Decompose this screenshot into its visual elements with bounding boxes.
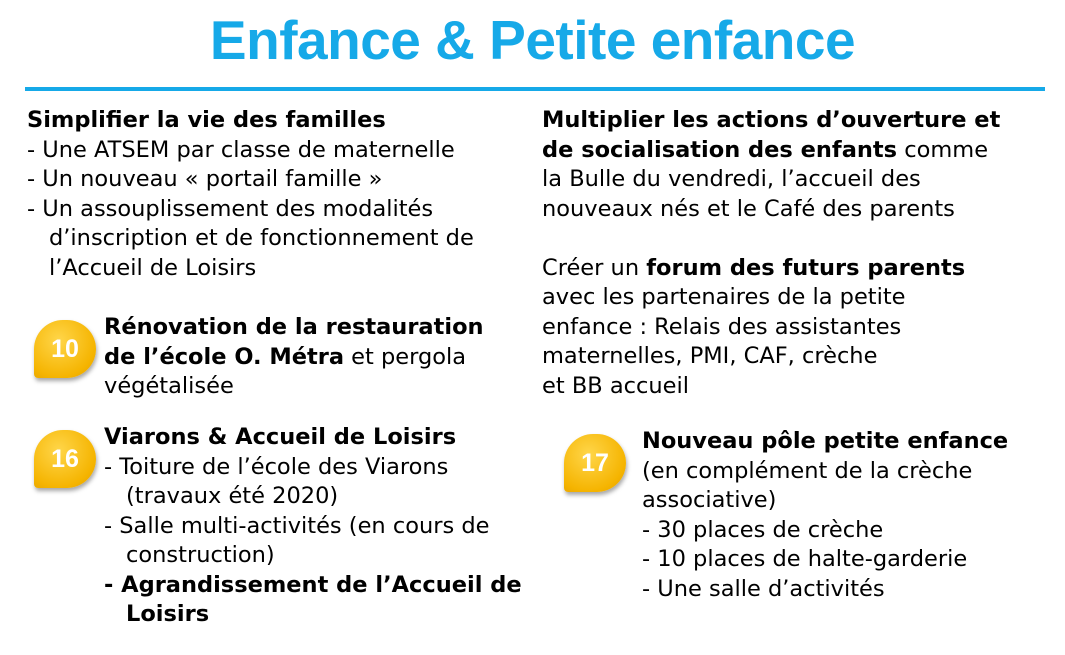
socialisation-heading-line2: de socialisation des enfants comme xyxy=(542,136,989,163)
text-line: la Bulle du vendredi, l’accueil des xyxy=(542,166,921,192)
text-line: (en complément de la crèche xyxy=(642,457,973,484)
project-number-badge: 17 xyxy=(564,434,626,492)
project-10-line3: végétalisée xyxy=(104,373,234,399)
page-title: Enfance & Petite enfance xyxy=(209,9,856,71)
project-number-badge: 16 xyxy=(34,430,96,488)
list-item: - Un assouplissement des modalités xyxy=(27,195,434,222)
list-item: - Une ATSEM par classe de maternelle xyxy=(27,136,455,163)
project-16-text xyxy=(104,423,522,630)
project-16-title: Viarons & Accueil de Loisirs xyxy=(104,424,457,450)
list-item: - Un nouveau « portail famille » xyxy=(27,166,383,192)
title-underline xyxy=(25,87,1045,91)
project-10-text xyxy=(104,313,484,402)
list-item: - Salle multi-activités (en cours de xyxy=(104,512,490,539)
project-10-title-line2: de l’école O. Métra et pergola xyxy=(104,343,467,370)
forum-heading: Créer un forum des futurs parents xyxy=(542,254,966,281)
text-line: enfance : Relais des assistantes xyxy=(542,313,902,340)
list-item: - 10 places de halte-garderie xyxy=(642,546,968,572)
list-item-bold: - Agrandissement de l’Accueil de xyxy=(104,571,522,598)
list-item: - 30 places de crèche xyxy=(642,516,884,543)
text-line: maternelles, PMI, CAF, crèche xyxy=(542,343,878,369)
socialisation-heading: Multiplier les actions d’ouverture et xyxy=(542,107,1001,133)
families-heading: Simplifier la vie des familles xyxy=(27,107,386,133)
socialisation-section xyxy=(542,106,1000,401)
list-item-continuation: d’inscription et de fonctionnement de xyxy=(49,225,474,251)
text-line: nouveaux nés et le Café des parents xyxy=(542,195,955,222)
list-item-bold-continuation: Loisirs xyxy=(126,601,210,627)
project-number-badge: 10 xyxy=(34,320,96,378)
list-item: - Une salle d’activités xyxy=(642,575,885,602)
list-item: - Toiture de l’école des Viarons xyxy=(104,453,449,480)
list-item-continuation: (travaux été 2020) xyxy=(126,483,339,509)
text-line: avec les partenaires de la petite xyxy=(542,284,906,310)
list-item-continuation: construction) xyxy=(126,542,275,568)
project-10-title: Rénovation de la restauration xyxy=(104,314,484,340)
text-line: associative) xyxy=(642,487,777,513)
project-17-title: Nouveau pôle petite enfance xyxy=(642,428,1009,454)
families-section xyxy=(27,106,474,283)
list-item-continuation: l’Accueil de Loisirs xyxy=(49,254,257,281)
project-17-text xyxy=(642,427,1008,604)
text-line: et BB accueil xyxy=(542,372,689,399)
spacer xyxy=(542,224,1000,254)
